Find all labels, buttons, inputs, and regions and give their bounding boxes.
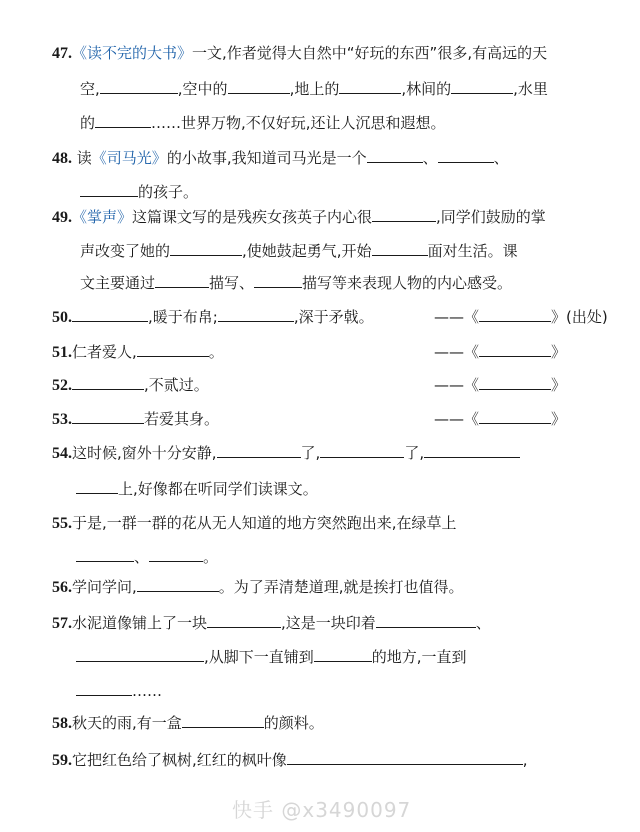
q54-text: 了, bbox=[300, 444, 321, 462]
q57-number: 57. bbox=[52, 615, 72, 632]
source-close: 》 bbox=[551, 410, 567, 428]
q48-line1 bbox=[52, 147, 509, 170]
q49-text: ,同学们鼓励的掌 bbox=[436, 208, 546, 226]
q55-number: 55. bbox=[52, 515, 72, 532]
q59-text: , bbox=[522, 751, 528, 769]
q47-line2 bbox=[80, 78, 548, 100]
source-dash: ——《 bbox=[434, 410, 480, 428]
answer-blank[interactable] bbox=[339, 79, 401, 94]
q53-text: 若爱其身。 bbox=[144, 410, 220, 428]
q58-text: 秋天的雨,有一盒 bbox=[72, 714, 182, 732]
answer-blank[interactable] bbox=[320, 443, 404, 458]
answer-blank[interactable] bbox=[254, 273, 302, 288]
source-dash: ——《 bbox=[434, 376, 480, 394]
q52-number: 52. bbox=[52, 377, 72, 394]
q57-text: 、 bbox=[475, 614, 491, 632]
answer-blank[interactable] bbox=[424, 443, 520, 458]
q47-text: ,水里 bbox=[513, 80, 548, 98]
answer-blank[interactable] bbox=[228, 79, 290, 94]
answer-blank[interactable] bbox=[170, 241, 242, 256]
q49-number: 49. bbox=[52, 209, 72, 226]
q49-line2 bbox=[80, 240, 518, 262]
q48-title: 《司马光》 bbox=[91, 149, 167, 167]
q54-text: 了, bbox=[404, 444, 425, 462]
q58-text: 的颜料。 bbox=[263, 714, 324, 732]
q55-line2 bbox=[76, 546, 218, 568]
q51-line bbox=[52, 341, 224, 364]
answer-blank[interactable] bbox=[479, 409, 551, 424]
q54-line1 bbox=[52, 442, 520, 465]
q50-text: ,深于矛戟。 bbox=[293, 308, 374, 326]
q57-line1 bbox=[52, 612, 491, 635]
q49-title: 《掌声》 bbox=[72, 208, 133, 226]
answer-blank[interactable] bbox=[95, 113, 151, 128]
q49-text: 声改变了她的 bbox=[80, 242, 171, 260]
answer-blank[interactable] bbox=[451, 79, 513, 94]
q48-text: 的小故事,我知道司马光是一个 bbox=[166, 149, 367, 167]
q48-line2 bbox=[80, 181, 198, 203]
q53-number: 53. bbox=[52, 411, 72, 428]
answer-blank[interactable] bbox=[376, 613, 476, 628]
q47-number: 47. bbox=[52, 45, 72, 62]
q47-line1 bbox=[52, 42, 547, 65]
source-dash: ——《 bbox=[434, 308, 480, 326]
answer-blank[interactable] bbox=[149, 547, 203, 562]
q57-text: ,这是一块印着 bbox=[281, 614, 376, 632]
answer-blank[interactable] bbox=[217, 443, 301, 458]
answer-blank[interactable] bbox=[182, 713, 264, 728]
q56-text: 。为了弄清楚道理,就是挨打也值得。 bbox=[218, 578, 464, 596]
watermark: 快手 @x3490097 bbox=[232, 798, 412, 822]
q48-number: 48. bbox=[52, 150, 72, 167]
answer-blank[interactable] bbox=[137, 577, 219, 592]
q49-text: 描写、 bbox=[209, 274, 255, 292]
answer-blank[interactable] bbox=[479, 307, 551, 322]
answer-blank[interactable] bbox=[479, 375, 551, 390]
q55-text: 、 bbox=[134, 548, 150, 566]
q50-line bbox=[52, 306, 374, 329]
q49-text: 面对生活。课 bbox=[427, 242, 518, 260]
answer-blank[interactable] bbox=[100, 79, 178, 94]
answer-blank[interactable] bbox=[137, 342, 209, 357]
q48-text: 、 bbox=[422, 149, 438, 167]
q56-line bbox=[52, 576, 464, 599]
q57-text: 的地方,一直到 bbox=[371, 648, 467, 666]
q47-text: 空, bbox=[80, 80, 100, 98]
q52-text: ,不贰过。 bbox=[144, 376, 209, 394]
q50-text: ,暖于布帛; bbox=[148, 308, 218, 326]
q55-text: 于是,一群一群的花从无人知道的地方突然跑出来,在绿草上 bbox=[72, 514, 457, 532]
answer-blank[interactable] bbox=[80, 182, 138, 197]
q47-title: 《读不完的大书》 bbox=[72, 44, 193, 62]
q55-text: 。 bbox=[203, 548, 219, 566]
q47-text: 的 bbox=[80, 114, 96, 132]
q51-source bbox=[434, 341, 566, 363]
answer-blank[interactable] bbox=[76, 647, 204, 662]
q47-text: ,林间的 bbox=[401, 80, 452, 98]
q58-line bbox=[52, 712, 324, 735]
q48-text: 、 bbox=[493, 149, 509, 167]
answer-blank[interactable] bbox=[207, 613, 281, 628]
q49-line1 bbox=[52, 206, 546, 229]
source-note: (出处) bbox=[566, 308, 608, 326]
q47-text: ,空中的 bbox=[177, 80, 228, 98]
q47-text: 一文,作者觉得大自然中“好玩的东西”很多,有高远的天 bbox=[192, 44, 548, 62]
q57-text: 水泥道像铺上了一块 bbox=[72, 614, 208, 632]
q54-text: 上,好像都在听同学们读课文。 bbox=[118, 480, 318, 498]
q48-text: 的孩子。 bbox=[138, 183, 199, 201]
q54-text: 这时候,窗外十分安静, bbox=[72, 444, 217, 462]
answer-blank[interactable] bbox=[479, 342, 551, 357]
q47-line3 bbox=[80, 112, 446, 134]
answer-blank[interactable] bbox=[76, 681, 132, 696]
q56-number: 56. bbox=[52, 579, 72, 596]
q47-text: ,地上的 bbox=[289, 80, 340, 98]
q57-text: …… bbox=[132, 682, 162, 700]
q54-number: 54. bbox=[52, 445, 72, 462]
q54-line2 bbox=[76, 478, 318, 500]
q49-line3 bbox=[80, 272, 512, 294]
q57-line3 bbox=[76, 680, 162, 702]
answer-blank[interactable] bbox=[314, 647, 372, 662]
answer-blank[interactable] bbox=[72, 375, 144, 390]
answer-blank[interactable] bbox=[76, 547, 134, 562]
q59-text: 它把红色给了枫树,红红的枫叶像 bbox=[72, 751, 287, 769]
answer-blank[interactable] bbox=[218, 307, 294, 322]
q52-line bbox=[52, 374, 209, 397]
answer-blank[interactable] bbox=[287, 750, 523, 765]
q49-text: 文主要通过 bbox=[80, 274, 156, 292]
answer-blank[interactable] bbox=[72, 307, 148, 322]
q50-source bbox=[434, 306, 608, 328]
answer-blank[interactable] bbox=[372, 241, 428, 256]
answer-blank[interactable] bbox=[155, 273, 209, 288]
q53-line bbox=[52, 408, 219, 431]
q59-line bbox=[52, 749, 528, 772]
q49-text: ,使她鼓起勇气,开始 bbox=[242, 242, 372, 260]
q56-text: 学问学问, bbox=[72, 578, 137, 596]
q47-text: ……世界万物,不仅好玩,还让人沉思和遐想。 bbox=[151, 114, 446, 132]
q59-number: 59. bbox=[52, 752, 72, 769]
answer-blank[interactable] bbox=[367, 148, 423, 163]
q51-text: 仁者爱人, bbox=[72, 343, 137, 361]
q57-line2 bbox=[76, 646, 467, 668]
q57-text: ,从脚下一直铺到 bbox=[204, 648, 314, 666]
q51-text: 。 bbox=[208, 343, 224, 361]
q55-line1 bbox=[52, 512, 457, 535]
answer-blank[interactable] bbox=[438, 148, 494, 163]
q51-number: 51. bbox=[52, 344, 72, 361]
answer-blank[interactable] bbox=[76, 479, 118, 494]
q58-number: 58. bbox=[52, 715, 72, 732]
source-close: 》 bbox=[551, 343, 567, 361]
q53-source bbox=[434, 408, 566, 430]
q52-source bbox=[434, 374, 566, 396]
q48-text: 读 bbox=[76, 149, 92, 167]
answer-blank[interactable] bbox=[372, 207, 436, 222]
source-close: 》 bbox=[551, 308, 567, 326]
source-close: 》 bbox=[551, 376, 567, 394]
answer-blank[interactable] bbox=[72, 409, 144, 424]
q50-number: 50. bbox=[52, 309, 72, 326]
q49-text: 描写等来表现人物的内心感受。 bbox=[302, 274, 513, 292]
source-dash: ——《 bbox=[434, 343, 480, 361]
q49-text: 这篇课文写的是残疾女孩英子内心很 bbox=[132, 208, 373, 226]
